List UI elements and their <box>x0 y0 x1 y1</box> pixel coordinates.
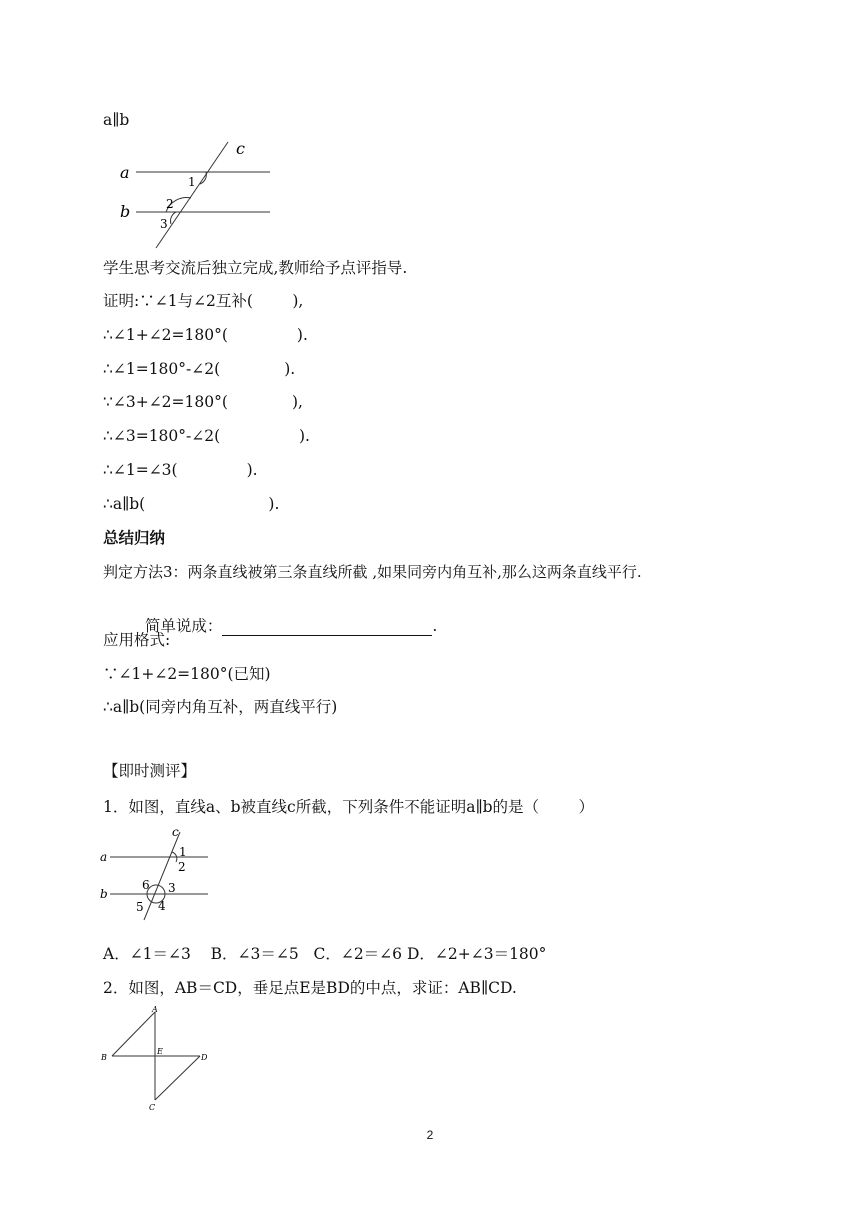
label-a: a <box>120 163 130 182</box>
proof-line-4: ∵∠3+∠2=180°( ), <box>103 393 303 411</box>
label-b: b <box>120 202 131 221</box>
label-angle-2: 2 <box>166 197 174 211</box>
label-2: 2 <box>178 860 186 874</box>
label-3: 3 <box>168 881 176 895</box>
format-title: 应用格式: <box>103 631 171 649</box>
label-angle-3: 3 <box>160 217 168 231</box>
label-D: D <box>201 1053 208 1062</box>
proof-line-3: ∴∠1=180°-∠2( ). <box>103 360 296 378</box>
short-form-label: 简单说成： <box>144 617 223 635</box>
question-1: 1．如图，直线a、b被直线c所截，下列条件不能证明a∥b的是（ ） <box>103 798 594 816</box>
label-5: 5 <box>136 900 144 914</box>
label-B: B <box>101 1053 107 1062</box>
proof-line-5: ∴∠3=180°-∠2( ). <box>103 427 310 445</box>
figure-parallel-lines-2 <box>100 826 212 922</box>
line-c <box>156 142 228 248</box>
proof-line-7: ∴a∥b( ). <box>103 495 280 513</box>
format-line-2: ∴a∥b(同旁内角互补，两直线平行) <box>103 698 338 716</box>
question-1-options: A．∠1＝∠3 B．∠3＝∠5 C．∠2＝∠6 D．∠2+∠3＝180° <box>103 945 547 963</box>
label-c: c <box>172 826 179 839</box>
test-title: 【即时测评】 <box>103 762 197 780</box>
label-angle-1: 1 <box>188 175 196 189</box>
label-b: b <box>100 887 108 901</box>
label-E: E <box>157 1047 163 1056</box>
question-2: 2．如图，AB＝CD，垂足点E是BD的中点，求证：AB∥CD. <box>103 979 517 997</box>
top-label: a∥b <box>103 111 130 129</box>
label-6: 6 <box>142 878 150 892</box>
proof-line-6: ∴∠1=∠3( ). <box>103 461 258 479</box>
intro-text: 学生思考交流后独立完成,教师给予点评指导. <box>103 259 408 277</box>
short-form-line <box>135 596 437 636</box>
label-1: 1 <box>179 845 187 859</box>
summary-title: 总结归纳 <box>103 529 166 547</box>
segment-ab <box>112 1012 155 1056</box>
format-line-1: ∵∠1+∠2=180°(已知) <box>103 665 271 683</box>
label-4: 4 <box>158 899 166 913</box>
short-form-blank <box>222 617 432 636</box>
label-C: C <box>149 1103 156 1112</box>
figure-parallel-lines-1 <box>116 140 276 252</box>
short-form-end: . <box>432 617 438 635</box>
figure-ab-cd <box>100 1004 212 1114</box>
label-a: a <box>100 850 108 864</box>
method-3-text: 判定方法3：两条直线被第三条直线所截 ,如果同旁内角互补,那么这两条直线平行. <box>103 563 642 581</box>
label-c: c <box>236 140 245 158</box>
proof-line-1: 证明:∵∠1与∠2互补( ), <box>103 292 304 310</box>
proof-line-2: ∴∠1+∠2=180°( ). <box>103 326 308 344</box>
segment-cd <box>155 1056 200 1100</box>
page-number: 2 <box>426 1128 434 1142</box>
label-A: A <box>152 1005 158 1014</box>
